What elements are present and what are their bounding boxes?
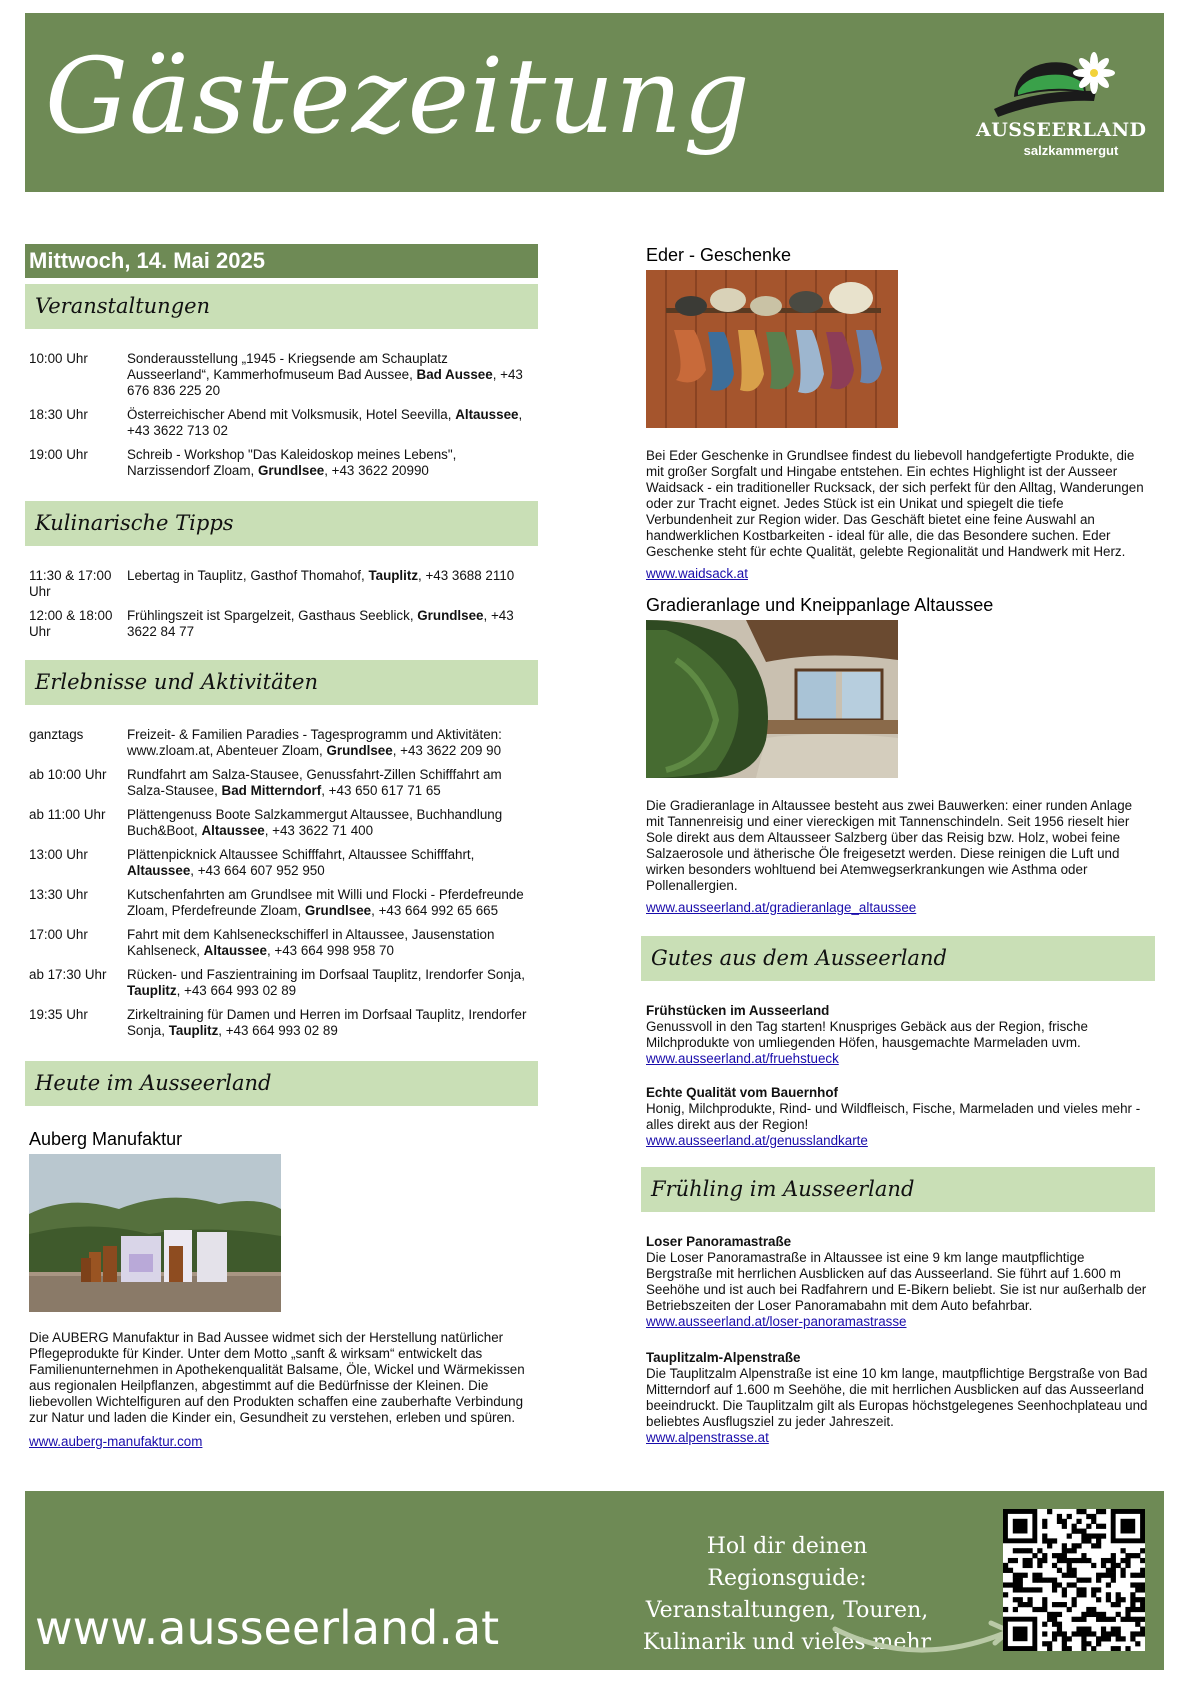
hat-icon [976, 47, 1126, 127]
event-contact: , +43 664 607 952 950 [190, 863, 325, 878]
info-link[interactable]: www.ausseerland.at/fruehstueck [646, 1051, 839, 1066]
event-time: 18:30 Uhr [29, 407, 88, 422]
event-time: 11:30 & 17:00 Uhr [29, 568, 112, 599]
event-contact: , +43 676 836 225 20 [127, 367, 523, 398]
event-description [127, 1007, 532, 1039]
event-time: 13:00 Uhr [29, 847, 88, 862]
event-contact: , +43 3622 209 90 [392, 743, 502, 758]
section-title-veranstaltungen: Veranstaltungen [25, 284, 538, 329]
info-heading: Echte Qualität vom Bauernhof [646, 1085, 838, 1100]
info-text: Die Tauplitzalm Alpenstraße ist eine 10 km lange, mautpflichtige Bergstraße von Bad Mitterndorf auf 1.600 m Seehöhe, die mit herrlichen Ausblicken auf das Ausseerland beeindruckt. Die Tauplitzalm gilt als Europas höchstgelegenes Seenhochplateau und beliebtes Ausflugsziel zu jeder Jahreszeit. [646, 1366, 1148, 1429]
event-place: Tauplitz [368, 568, 419, 583]
event-contact: , +43 3622 84 77 [127, 608, 514, 639]
event-row [25, 1007, 538, 1039]
footer-tag-line-3: Kulinarik und vieles mehr [642, 1630, 932, 1655]
gutes-list [646, 1003, 1154, 1149]
event-place: Altaussee [127, 863, 191, 878]
event-contact: , +43 664 998 958 70 [266, 943, 394, 958]
event-time: ab 10:00 Uhr [29, 767, 107, 782]
event-text: Plättengenuss Boote Salzkammergut Altaussee, Buchhandlung Buch&Boot, [127, 807, 503, 838]
footer-banner [25, 1491, 1164, 1670]
left-column [25, 244, 538, 1450]
auberg-products-image [29, 1154, 281, 1312]
section-title-fruehling: Frühling im Ausseerland [641, 1167, 1155, 1212]
footer-url[interactable]: www.ausseerland.at [35, 1601, 500, 1655]
event-description [127, 407, 532, 439]
event-contact: , +43 3622 71 400 [264, 823, 374, 838]
fruehling-list [646, 1234, 1154, 1446]
info-heading: Tauplitzalm-Alpenstraße [646, 1350, 801, 1365]
event-row [25, 887, 538, 919]
event-text: Zirkeltraining für Damen und Herren im Dorfsaal Tauplitz, Irendorfer Sonja, [127, 1007, 527, 1038]
ausseerland-logo [976, 47, 1147, 167]
event-list-kulinarisch [25, 546, 538, 654]
info-block [646, 1234, 1151, 1330]
event-list-erlebnisse [25, 705, 538, 1053]
eder-hats-bags-image [646, 270, 898, 428]
event-text: Plättenpicknick Altaussee Schifffahrt, Altaussee Schifffahrt, [127, 847, 475, 862]
event-row [25, 767, 538, 799]
event-row [25, 608, 538, 640]
info-link[interactable]: www.ausseerland.at/loser-panoramastrasse [646, 1314, 907, 1329]
info-link[interactable]: www.alpenstrasse.at [646, 1430, 769, 1445]
info-text: Die Loser Panoramastraße in Altaussee ist eine 9 km lange mautpflichtige Bergstraße mit herrlichen Ausblicken auf das Ausseerland. Sie führt auf 1.600 m Seehöhe und ist auch bei Radfahrern und E-Bikern beliebt. Sie ist nur außerhalb der Betriebszeiten der Loser Panoramabahn mit dem Auto befahrbar. [646, 1250, 1147, 1313]
info-heading: Frühstücken im Ausseerland [646, 1003, 830, 1018]
event-row [25, 967, 538, 999]
article-heading-eder: Eder - Geschenke [646, 245, 792, 265]
event-description [127, 967, 532, 999]
info-heading: Loser Panoramastraße [646, 1234, 792, 1249]
event-contact: , +43 664 993 02 89 [218, 1023, 338, 1038]
event-text: Fahrt mit dem Kahlseneckschifferl in Altaussee, Jausenstation Kahlseneck, [127, 927, 495, 958]
event-description [127, 847, 532, 879]
info-block [646, 1350, 1151, 1446]
event-row [25, 568, 538, 600]
event-time: 12:00 & 18:00 Uhr [29, 608, 113, 639]
event-text: Kutschenfahrten am Grundlsee mit Willi und Flocki - Pferdefreunde Zloam, Pferdefreunde Zloam, [127, 887, 524, 918]
event-description [127, 608, 532, 640]
qr-code[interactable] [1003, 1509, 1145, 1651]
footer-tag-line-2: Veranstaltungen, Touren, [645, 1598, 929, 1623]
event-text: Österreichischer Abend mit Volksmusik, Hotel Seevilla, [127, 407, 456, 422]
event-row [25, 847, 538, 879]
event-description [127, 767, 532, 799]
section-title-kulinarisch: Kulinarische Tipps [25, 501, 538, 546]
article-heading-gradier: Gradieranlage und Kneippanlage Altaussee [646, 595, 994, 615]
event-place: Tauplitz [168, 1023, 219, 1038]
info-link[interactable]: www.ausseerland.at/genusslandkarte [646, 1133, 868, 1148]
event-row [25, 927, 538, 959]
link-waidsack[interactable]: www.waidsack.at [646, 566, 748, 581]
event-time: 19:00 Uhr [29, 447, 88, 462]
event-description [127, 727, 532, 759]
event-text: Frühlingszeit ist Spargelzeit, Gasthaus Seeblick, [127, 608, 418, 623]
logo-subtitle: salzkammergut [1023, 143, 1119, 158]
info-block [646, 1003, 1151, 1067]
article-text-eder: Bei Eder Geschenke in Grundlsee findest du liebevoll handgefertigte Produkte, die mit großer Sorgfalt und Hingabe entstehen. Ein echtes Highlight ist der Ausseer Waidsack - ein traditioneller Rucksack, der sich perfekt für den Alltag, Wanderungen oder zur Tracht eignet. Jedes Stück ist ein Unikat und spiegelt die tiefe Verbundenheit zur Region wider. Das Geschäft bietet eine feine Auswahl an handwerklichen Kostbarkeiten - ideal für alle, die das Besondere suchen. Eder Geschenke steht für echte Qualität, gelebte Regionalität und Handwerk mit Herz. [646, 448, 1144, 559]
event-place: Grundlsee [257, 463, 325, 478]
event-place: Grundlsee [326, 743, 393, 758]
event-text: Lebertag in Tauplitz, Gasthof Thomahof, [127, 568, 369, 583]
event-time: ganztags [29, 727, 84, 742]
event-text: Rücken- und Faszientraining im Dorfsaal Tauplitz, Irendorfer Sonja, [127, 967, 525, 982]
header-banner [25, 13, 1164, 192]
event-place: Grundlsee [304, 903, 372, 918]
link-gradieranlage[interactable]: www.ausseerland.at/gradieranlage_altaussee [646, 900, 917, 915]
section-title-erlebnisse: Erlebnisse und Aktivitäten [25, 660, 538, 705]
event-description [127, 807, 532, 839]
event-description [127, 568, 532, 600]
event-place: Altaussee [203, 943, 267, 958]
section-title-heute: Heute im Ausseerland [25, 1061, 538, 1106]
info-text: Genussvoll in den Tag starten! Knuspriges Gebäck aus der Region, frische Milchprodukte von umliegenden Höfen, hausgemachte Marmeladen uvm. [646, 1019, 1088, 1050]
event-place: Altaussee [201, 823, 265, 838]
event-place: Bad Mitterndorf [221, 783, 322, 798]
event-contact: , +43 3622 20990 [324, 463, 429, 478]
event-row [25, 351, 538, 399]
article-heading-auberg: Auberg Manufaktur [29, 1129, 183, 1149]
event-row [25, 807, 538, 839]
event-list-veranstaltungen [25, 329, 538, 493]
article-text-gradier: Die Gradieranlage in Altaussee besteht aus zwei Bauwerken: einer runden Anlage mit Tannenreisig und einer viereckigen mit Tannenschindeln. Seit 1956 rieselt hier Sole direkt aus dem Altausseer Salzberg über das Reisig bzw. Holz, wobei feine Salzaerosole und ätherische Öle freigesetzt werden. Diese reinigen die Luft und wirken besonders wohltuend bei Atemwegserkrankungen wie Asthma oder Pollenallergien. [646, 798, 1133, 893]
event-time: 19:35 Uhr [29, 1007, 88, 1022]
event-description [127, 887, 532, 919]
info-text: Honig, Milchprodukte, Rind- und Wildfleisch, Fische, Marmeladen und vieles mehr - alles direkt aus der Region! [646, 1101, 1141, 1132]
event-text: Schreib - Workshop "Das Kaleidoskop meines Lebens", Narzissendorf Zloam, [127, 447, 457, 478]
event-contact: , +43 3622 713 02 [127, 407, 523, 438]
right-column [641, 244, 1154, 1466]
event-time: ab 11:00 Uhr [29, 807, 106, 822]
event-time: 13:30 Uhr [29, 887, 88, 902]
event-time: ab 17:30 Uhr [29, 967, 107, 982]
logo-wordmark: AUSSEERLAND [976, 119, 1147, 141]
event-place: Tauplitz [127, 983, 177, 998]
event-contact: , +43 664 993 02 89 [176, 983, 297, 998]
section-title-gutes: Gutes aus dem Ausseerland [641, 936, 1155, 981]
gradieranlage-image [646, 620, 898, 778]
event-description [127, 447, 532, 479]
event-text: Freizeit- & Familien Paradies - Tagesprogramm und Aktivitäten: www.zloam.at, Abenteuer Zloam, [127, 727, 502, 758]
curved-arrow-icon [825, 1609, 1025, 1659]
event-time: 10:00 Uhr [29, 351, 88, 366]
event-row [25, 727, 538, 759]
event-contact: , +43 3688 2110 [418, 568, 515, 583]
event-description [127, 927, 532, 959]
article-text-auberg: Die AUBERG Manufaktur in Bad Aussee widmet sich der Herstellung natürlicher Pflegeprodukte für Kinder. Unter dem Motto „sanft & wirksam“ entwickelt das Familienunternehmen in Apothekenqualität Balsame, Öle, Wickel und Wärmekissen aus regionalen Heilpflanzen, abgestimmt auf die Bedürfnisse der Kleinen. Die liebevollen Wichtelfiguren auf den Produkten schaffen eine zauberhafte Verbindung zur Natur und laden die Kinder ein, Gesundheit zu verstehen, erleben und spüren. [29, 1330, 525, 1425]
info-block [646, 1085, 1151, 1149]
event-place: Bad Aussee [416, 367, 493, 382]
masthead-title: Gästezeitung [45, 35, 751, 157]
event-place: Altaussee [455, 407, 519, 422]
event-row [25, 447, 538, 479]
event-contact: , +43 650 617 71 65 [321, 783, 441, 798]
event-contact: , +43 664 992 65 665 [371, 903, 499, 918]
event-place: Grundlsee [417, 608, 484, 623]
link-auberg[interactable]: www.auberg-manufaktur.com [29, 1434, 203, 1449]
event-description [127, 351, 532, 399]
footer-tag-line-1: Hol dir deinen Regionsguide: [706, 1534, 868, 1591]
event-text: Sonderausstellung „1945 - Kriegsende am Schauplatz Ausseerland“, Kammerhofmuseum Bad Aussee, [127, 351, 448, 382]
event-row [25, 407, 538, 439]
date-bar: Mittwoch, 14. Mai 2025 [25, 244, 538, 278]
event-text: Rundfahrt am Salza-Stausee, Genussfahrt-Zillen Schifffahrt am Salza-Stausee, [127, 767, 502, 798]
event-time: 17:00 Uhr [29, 927, 88, 942]
